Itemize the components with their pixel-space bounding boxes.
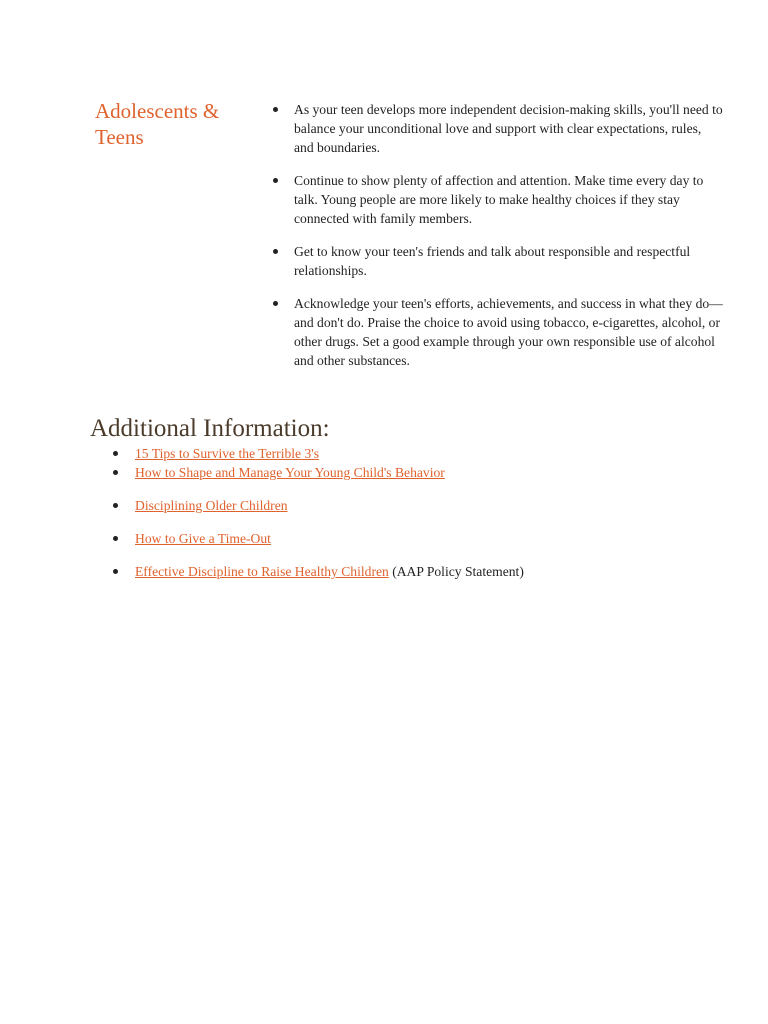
section-heading: Adolescents & Teens [95,99,220,149]
list-item [135,562,730,581]
link-terrible-threes[interactable]: 15 Tips to Survive the Terrible 3's [135,446,320,461]
link-give-time-out[interactable]: How to Give a Time-Out [135,531,271,546]
list-item [135,444,730,463]
list-item [135,496,730,515]
adolescents-teens-section [95,98,735,384]
link-effective-discipline[interactable]: Effective Discipline to Raise Healthy Children [135,564,389,579]
additional-information-title: Additional Information: [90,415,330,442]
list-item: Get to know your teen's friends and talk about responsible and respectful relationships. [294,242,724,280]
list-item: Acknowledge your teen's efforts, achievements, and success in what they do—and don't do. Praise the choice to avoid using tobacco, e-cigarettes, alcohol, or other drugs. Set a good example through your own responsible use of alcohol and other substances. [294,296,723,368]
list-item: Continue to show plenty of affection and attention. Make time every day to talk. Young people are more likely to make healthy choices if they stay connected with family members. [294,171,724,228]
resource-links-list [90,444,730,581]
list-item [135,463,730,482]
tips-list [270,98,724,384]
additional-information-section [90,414,730,581]
list-item: As your teen develops more independent decision-making skills, you'll need to balance your unconditional love and support with clear expectations, rules, and boundaries. [294,102,723,155]
link-shape-manage-behavior[interactable]: How to Shape and Manage Your Young Child's Behavior [135,465,445,480]
link-disciplining-older-children[interactable]: Disciplining Older Children [135,498,288,513]
list-item [135,529,730,548]
policy-statement-note: (AAP Policy Statement) [388,564,524,579]
